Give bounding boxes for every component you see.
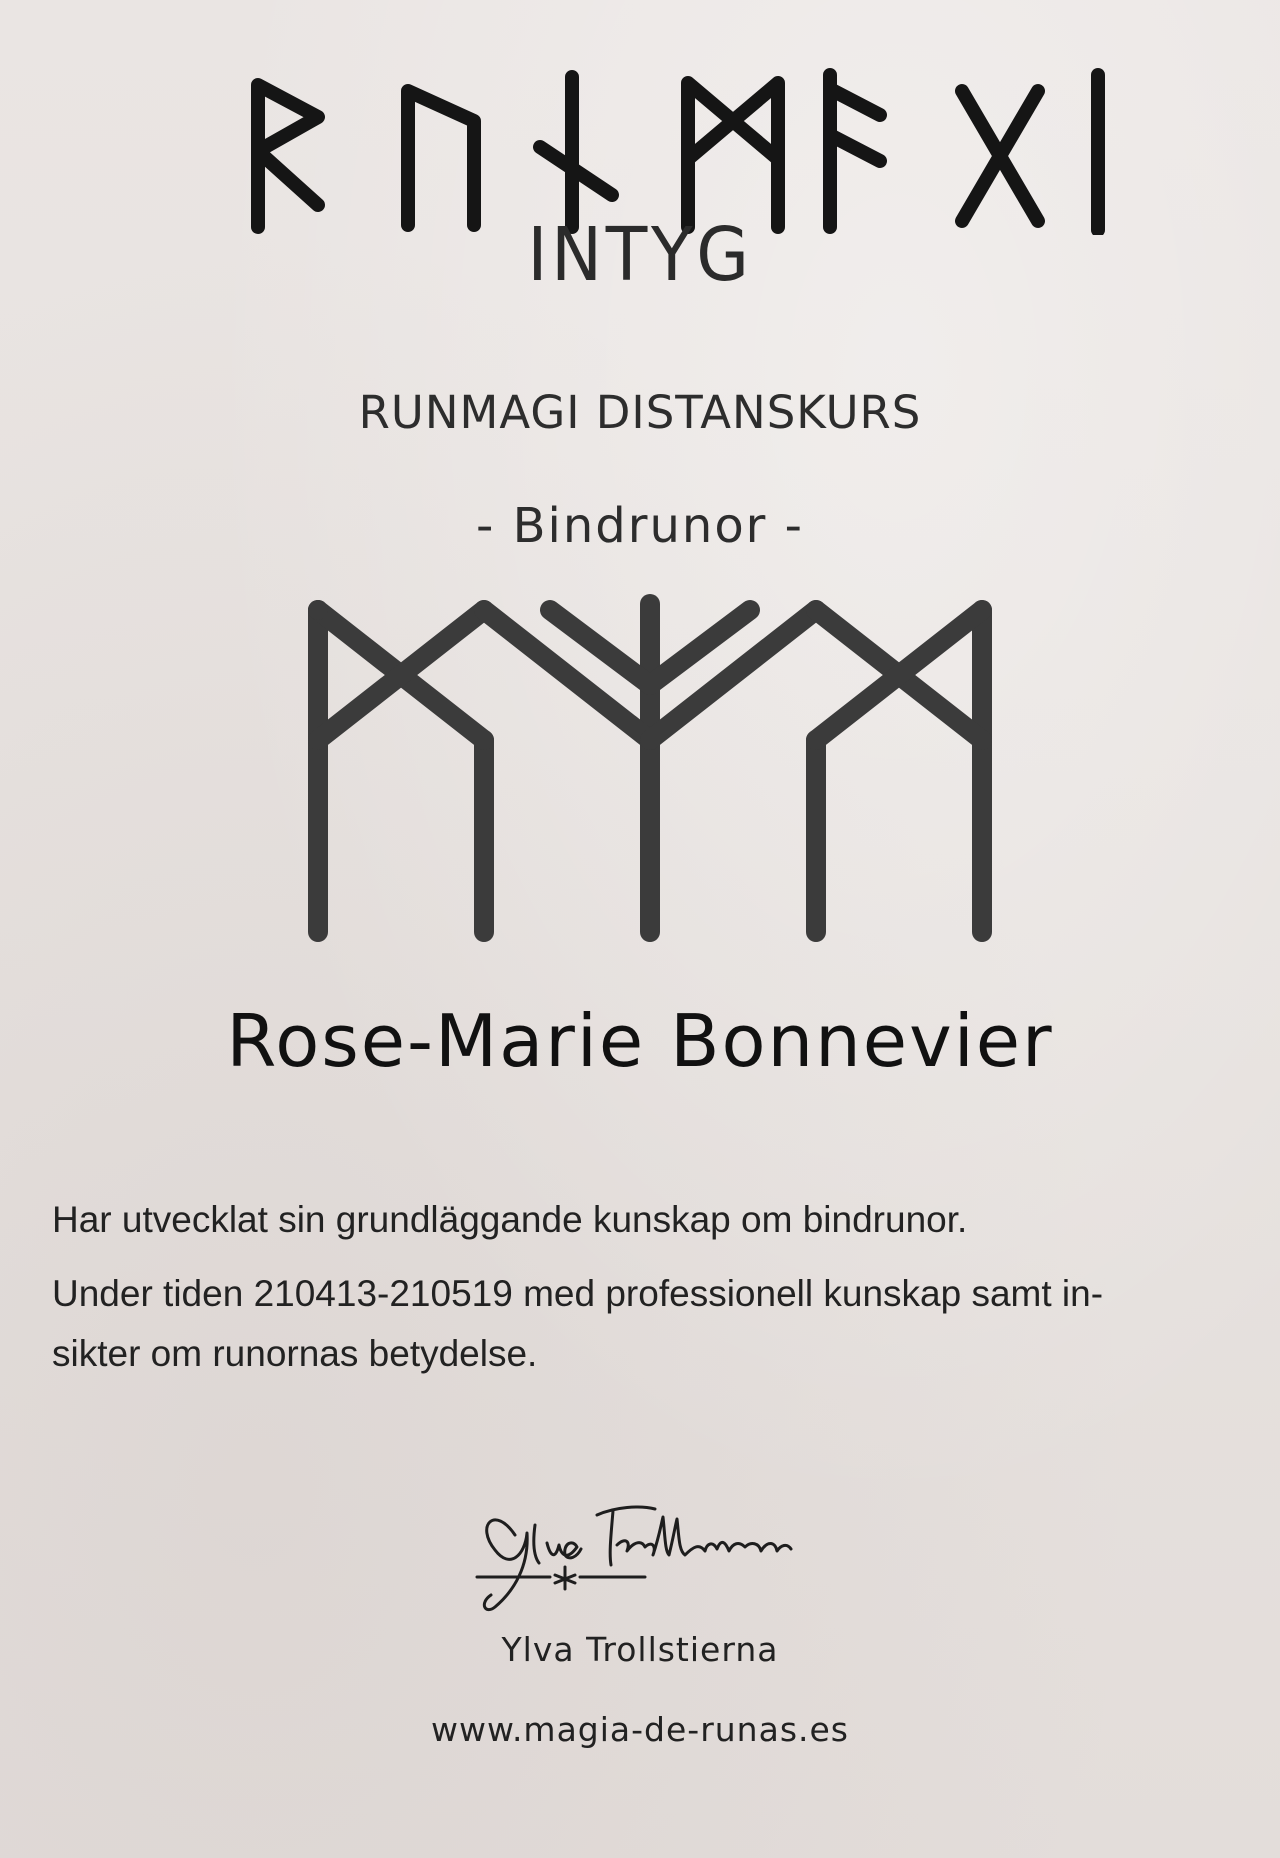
recipient-name: Rose-Marie Bonnevier [226, 999, 1054, 1083]
body-line-3: sikter om runornas betydelse. [52, 1333, 538, 1374]
signer-name: Ylva Trollstierna [501, 1630, 779, 1669]
course-title: RUNMAGI DISTANSKURS [358, 386, 922, 439]
certificate-body [52, 1190, 1242, 1384]
website-link[interactable]: www.magia-de-runas.es [431, 1710, 849, 1749]
body-line-2: Under tiden 210413-210519 med professionell kunskap samt in- [52, 1273, 1104, 1314]
certificate-heading: INTYG [527, 212, 753, 298]
rune-title-icon [0, 55, 1280, 235]
body-line-1: Har utvecklat sin grundläggande kunskap om bindrunor. [52, 1199, 968, 1240]
course-subtitle: - Bindrunor - [476, 498, 804, 554]
signature-icon [455, 1495, 835, 1615]
bindrune-icon [300, 590, 1000, 945]
